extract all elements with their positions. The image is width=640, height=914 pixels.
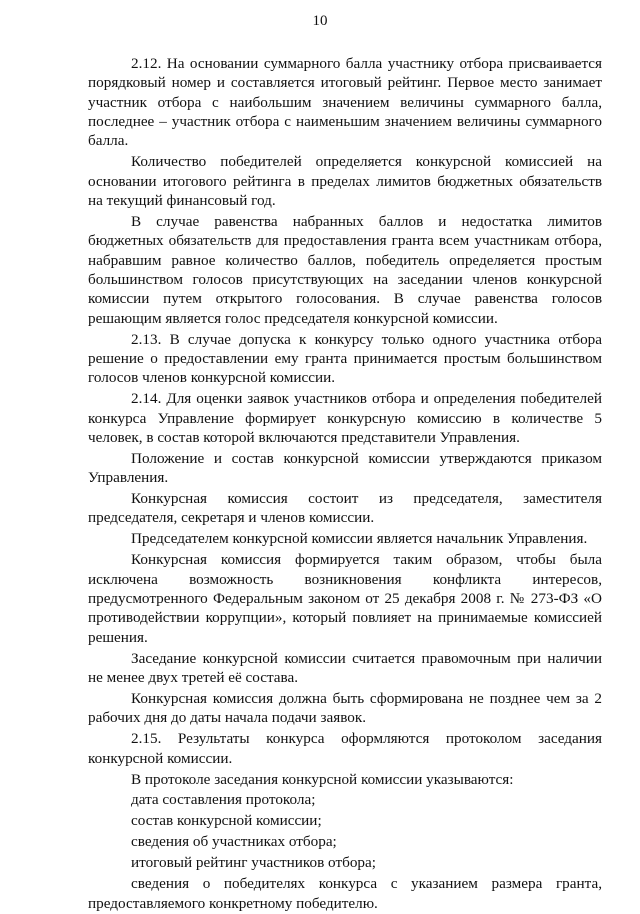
paragraph-quorum: Заседание конкурсной комиссии считается правомочным при наличии не менее двух третей её состава. <box>88 649 602 686</box>
page-number: 10 <box>312 13 328 29</box>
list-item-commission-composition: состав конкурсной комиссии; <box>131 812 322 830</box>
list-item-final-rating: итоговый рейтинг участников отбора; <box>131 854 376 872</box>
paragraph-winners-count: Количество победителей определяется конкурсной комиссией на основании итогового рейтинга в пределах лимитов бюджетных обязательств на текущий финансовый год. <box>88 153 602 209</box>
paragraph-equal-points: В случае равенства набранных баллов и недостатка лимитов бюджетных обязательств для предоставления гранта всем участникам отбора, набравшим равное количество баллов, победитель определяется простым большинством голосов присутствующих на заседании членов конкурсной комиссии путем открытого голосования. В случае равенства голосов решающим является голос председателя конкурсной комиссии. <box>88 212 602 327</box>
list-item-participants-info: сведения об участниках отбора; <box>131 833 337 851</box>
paragraph-2-13: 2.13. В случае допуска к конкурсу только одного участника отбора решение о предоставлении ему гранта принимается простым большинством голосов членов конкурсной комиссии. <box>88 330 602 387</box>
paragraph-2-15: 2.15. Результаты конкурса оформляются протоколом заседания конкурсной комиссии. <box>88 730 602 767</box>
paragraph-commission-composition: Конкурсная комиссия состоит из председателя, заместителя председателя, секретаря и членов комиссии. <box>88 490 602 527</box>
paragraph-commission-chair: Председателем конкурсной комиссии является начальник Управления. <box>131 530 588 548</box>
list-item-protocol-date: дата составления протокола; <box>131 791 316 809</box>
paragraph-conflict-of-interest: Конкурсная комиссия формируется таким образом, чтобы была исключена возможность возникновения конфликта интересов, предусмотренного Федеральным законом от 25 декабря 2008 г. № 273-ФЗ «О противодействии коррупции», который повлияет на принимаемые комиссией решения. <box>88 551 602 646</box>
list-item-winners-info: сведения о победителях конкурса с указанием размера гранта, предоставляемого конкретному победителю. <box>88 875 602 912</box>
paragraph-commission-regulation: Положение и состав конкурсной комиссии утверждаются приказом Управления. <box>88 449 602 487</box>
paragraph-protocol-intro: В протоколе заседания конкурсной комиссии указываются: <box>131 770 514 788</box>
paragraph-formation-deadline: Конкурсная комиссия должна быть сформирована не позднее чем за 2 рабочих дня до даты начала подачи заявок. <box>88 689 602 727</box>
document-body <box>88 54 602 914</box>
paragraph-2-12: 2.12. На основании суммарного балла участнику отбора присваивается порядковый номер и составляется итоговый рейтинг. Первое место занимает участник отбора с наибольшим значением величины суммарного балла, последнее – участник отбора с наименьшим значением величины суммарного балла. <box>88 55 602 150</box>
paragraph-2-14: 2.14. Для оценки заявок участников отбора и определения победителей конкурса Управление формирует конкурсную комиссию в количестве 5 человек, в состав которой включаются представители Управления. <box>88 390 602 446</box>
